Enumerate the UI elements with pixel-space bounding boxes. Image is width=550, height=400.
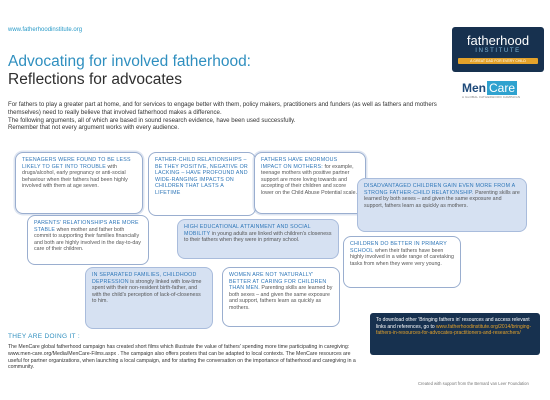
mencare-men: Men [462, 81, 486, 95]
intro-paragraph-1: For fathers to play a greater part at home, and for services to engage better with them, policy makers, practitioners and funders (as well as fathers and mothers themselves) need to really believe that involved fatherhood makes a difference. [8, 101, 437, 116]
intro-text [8, 101, 468, 132]
card-headline: PARENTS' RELATIONSHIPS ARE MORE STABLE [34, 220, 139, 233]
argument-card-teenagers [15, 152, 143, 214]
mencare-care: Care [489, 81, 516, 95]
argument-card-primary-school [343, 236, 461, 288]
doing-section-text: The MenCare global fatherhood campaign has created short films which illustrate the value of fathers' spending more time participating in caregiving: www.men-care.org/Media/MenCare-Films.aspx . The campaign also offers posters that can be adapted to local contexts. The MenCare resources are useful for partner organizations, when launching a local campaign, and for starting the conversation on the importance of fatherhood and caregiving in a community. [8, 344, 356, 371]
doing-section-title: THEY ARE DOING IT : [8, 333, 80, 340]
card-body: when their fathers have been highly involved in a wide range of caretaking tasks from when they were very young. [350, 247, 454, 267]
card-body: for example, teenage mothers with positive partner support are more loving towards and accepting of their children and score lower on the Child Abuse Potential scale. [261, 163, 357, 196]
card-headline: FATHERS HAVE ENORMOUS IMPACT ON MOTHERS: [261, 157, 338, 170]
card-headline: TEENAGERS WERE FOUND TO BE LESS LIKELY TO GET INTO TROUBLE [22, 157, 131, 170]
argument-card-father-child-relationships [148, 152, 256, 216]
card-body: Parenting skills are learned by both sexes – and given the same exposure and support, fathers learn as quickly as mothers. [364, 189, 520, 209]
website-url[interactable]: www.fatherhoodinstitute.org [8, 27, 83, 33]
card-body: is strongly linked with low-time spent with their non-resident birth-father, and with the child's perception of lack-of-closeness to him. [92, 278, 202, 305]
card-body: Parenting skills are learned by both sexes – and given the same exposure and support, fathers learn as quickly as mothers. [229, 285, 333, 311]
mencare-tagline: A GLOBAL FATHERHOOD CAMPAIGN [462, 95, 521, 99]
argument-card-parents-relationships [27, 215, 149, 265]
argument-card-disadvantaged-children [357, 178, 527, 232]
fatherhood-institute-logo [452, 27, 544, 72]
argument-card-women-not-naturally-better [222, 267, 340, 327]
page-title: Advocating for involved fatherhood: [8, 53, 251, 70]
card-body: in young adults are linked with children's closeness to their fathers when they were in primary school. [184, 230, 332, 244]
intro-paragraph-3: Remember that not every argument works with every audience. [8, 124, 180, 132]
card-headline: IN SEPARATED FAMILIES, CHILDHOOD DEPRESSION [92, 272, 197, 285]
download-box [370, 313, 540, 355]
card-headline: FATHER-CHILD RELATIONSHIPS – BE THEY POSITIVE, NEGATIVE OR LACKING – HAVE PROFOUND AND WIDE-RANGING IMPACTS ON CHILDREN THAT LASTS A LIFETIME [155, 157, 248, 196]
intro-paragraph-2: The following arguments, all of which are based in sound research evidence, have been used successfully. [8, 116, 296, 124]
logo-tagline: A GREAT DAD FOR EVERY CHILD [458, 58, 538, 64]
argument-card-educational-attainment [177, 219, 339, 259]
download-text: To download other 'Bringing fathers in' resources and access relevant links and references, go to [376, 317, 530, 330]
logo-line-2: INSTITUTE [475, 48, 521, 54]
argument-card-separated-families [85, 267, 213, 329]
card-headline: CHILDREN DO BETTER IN PRIMARY SCHOOL [350, 241, 447, 254]
card-body: when mother and father both commit to supporting their families financially and both are highly involved in the day-to-day care of their children. [34, 226, 141, 253]
credit-line: Created with support from the Bernard van Leer Foundation [418, 381, 529, 386]
page-subtitle: Reflections for advocates [8, 71, 183, 88]
card-headline: WOMEN ARE NOT 'NATURALLY' BETTER AT CARING FOR CHILDREN THAN MEN. [229, 272, 327, 292]
card-body: with drugs/alcohol, early pregnancy or anti-social behaviour when their fathers had been highly involved with them at age seven. [22, 163, 128, 190]
mencare-logo [462, 81, 517, 95]
download-link[interactable]: www.fatherhoodinstitute.org/2014/bringing-fathers-in-resources-for-advocates-practitioners-and-researchers/ [376, 323, 532, 336]
card-headline: DISADVANTAGED CHILDREN GAIN EVEN MORE FROM A STRONG FATHER-CHILD RELATIONSHIP. [364, 183, 516, 196]
argument-card-impact-on-mothers [254, 152, 366, 214]
card-headline: HIGH EDUCATIONAL ATTAINMENT AND SOCIAL MOBILITY [184, 224, 311, 237]
logo-line-1: fatherhood [466, 33, 530, 48]
